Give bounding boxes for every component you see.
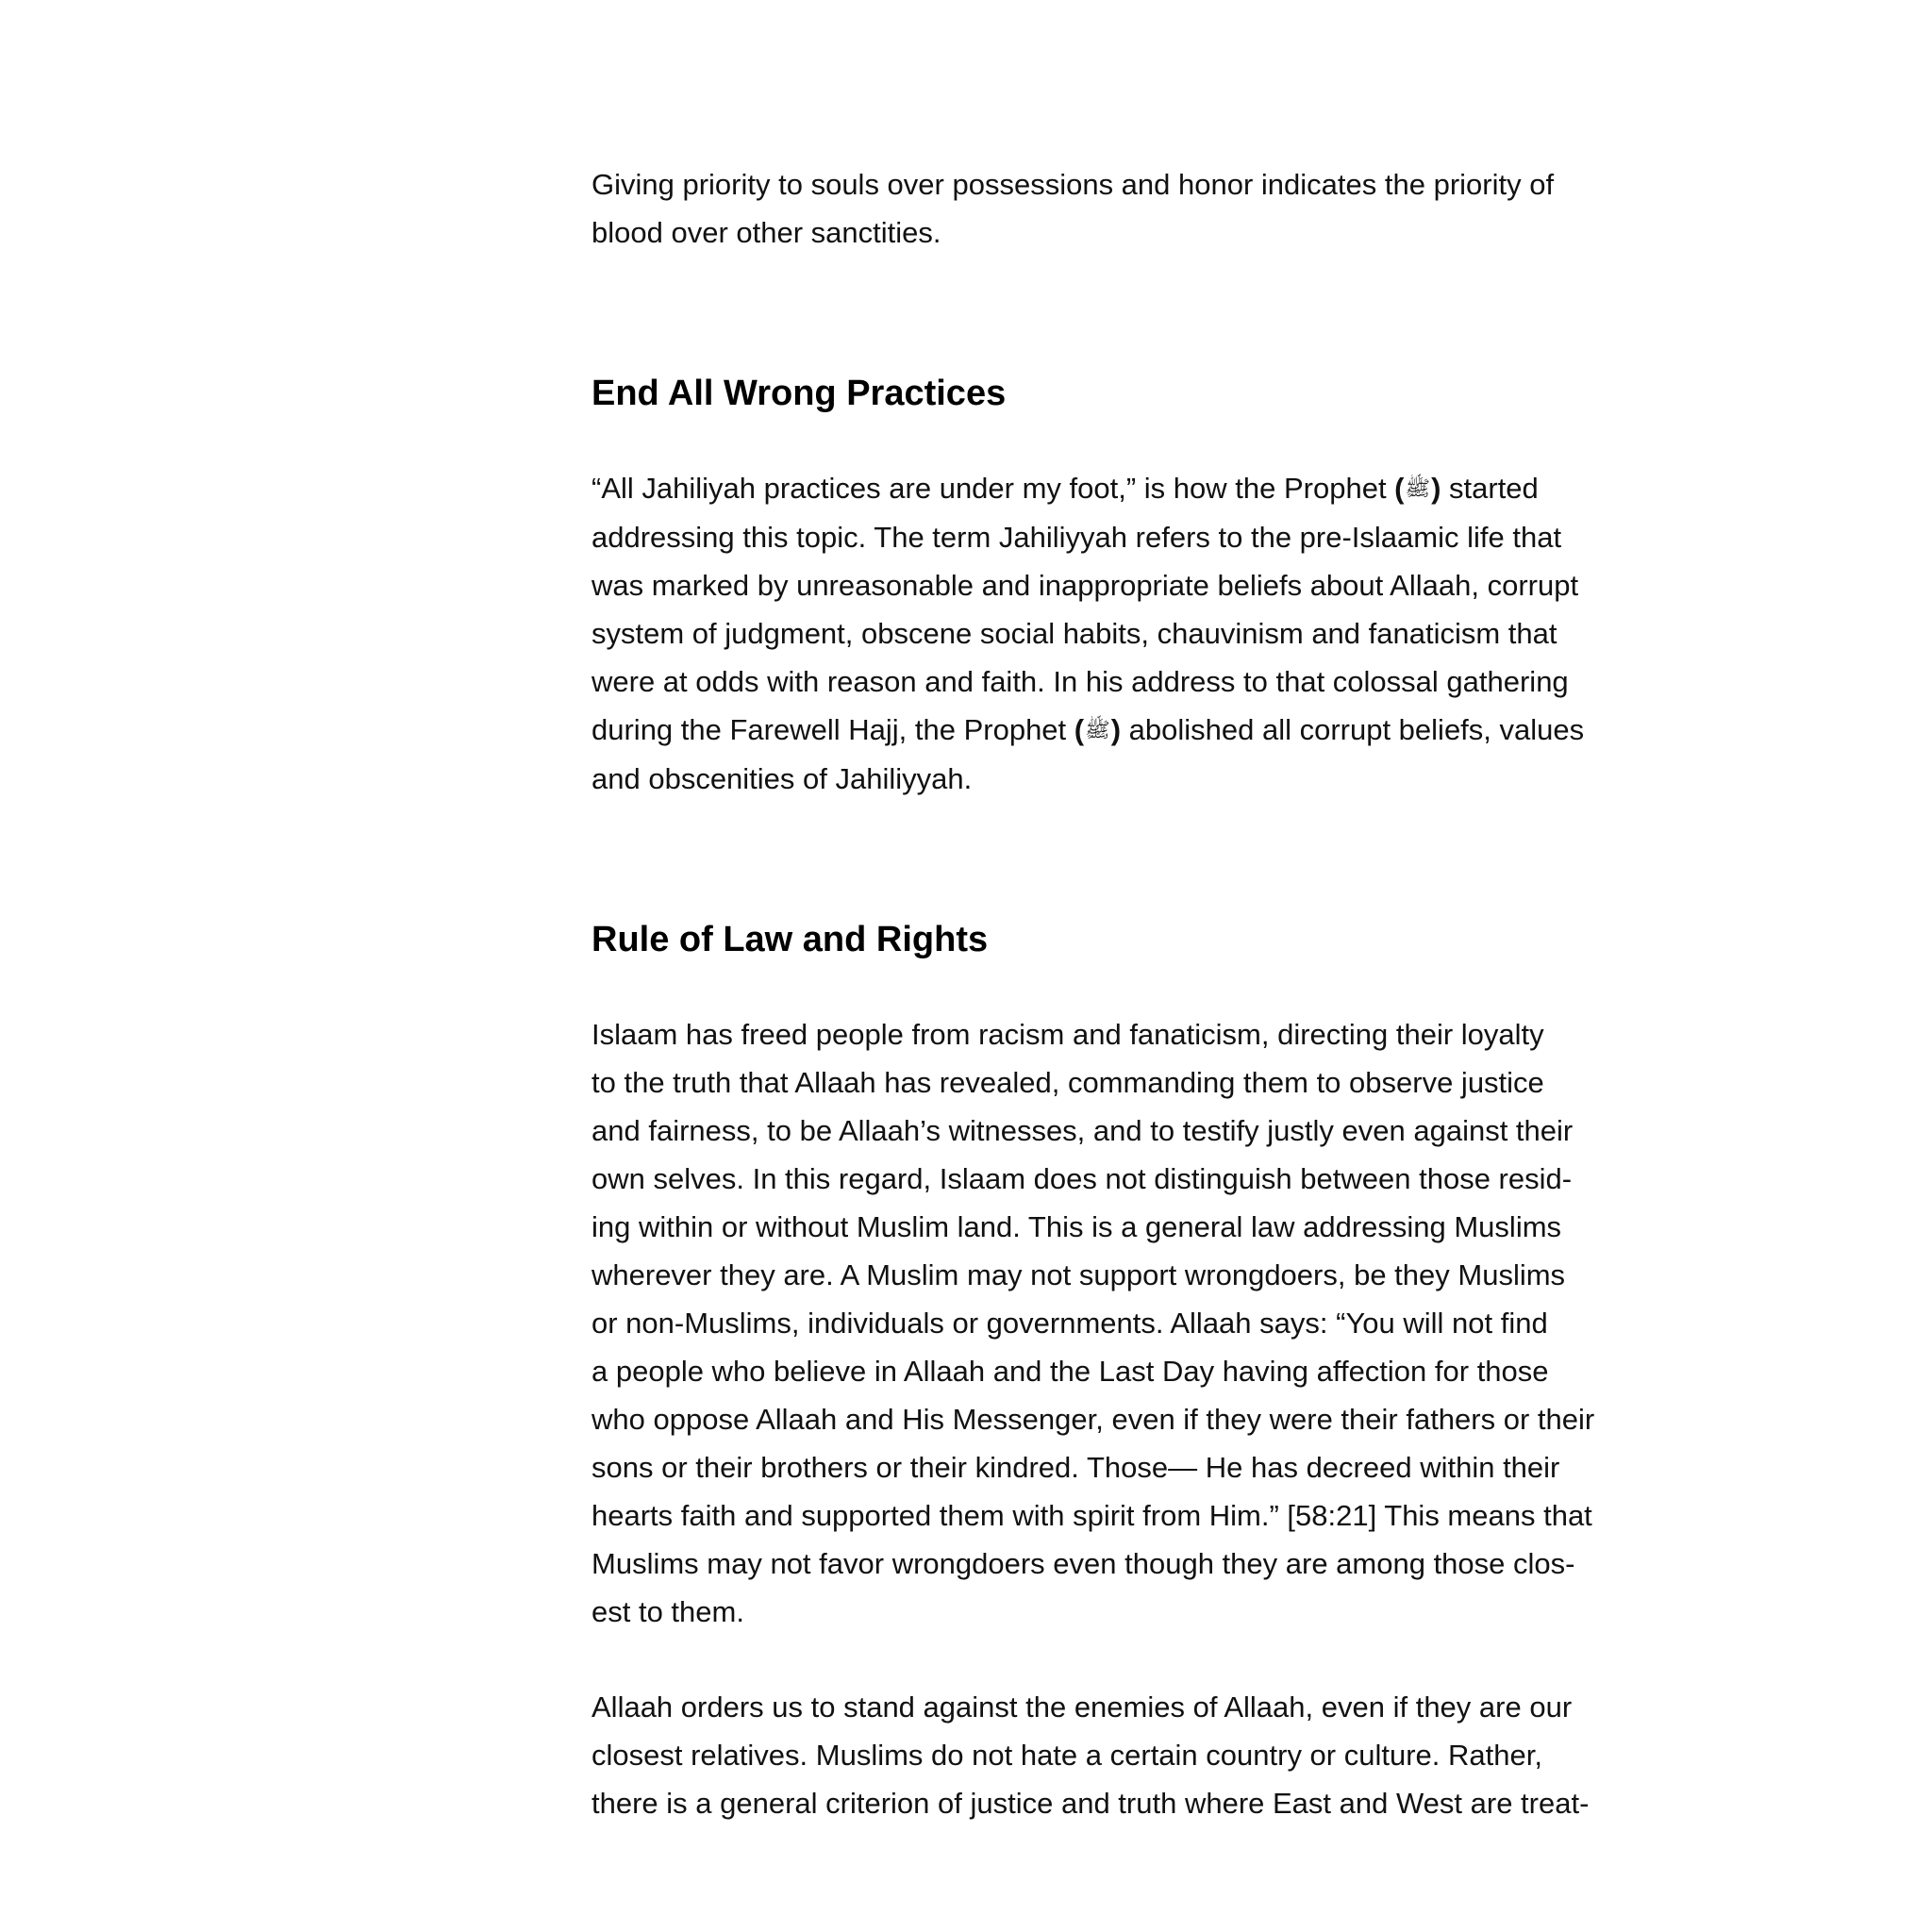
rule-line: Islaam has freed people from racism and fanaticism, directing their loyalty bbox=[591, 1018, 1544, 1051]
rule-line: Muslims may not favor wrongdoers even though they are among those clos- bbox=[591, 1547, 1575, 1580]
enemies-paragraph bbox=[591, 1683, 1667, 1827]
enemies-line: Allaah orders us to stand against the enemies of Allaah, even if they are our bbox=[591, 1690, 1573, 1724]
rule-line: a people who believe in Allaah and the Last Day having affection for those bbox=[591, 1355, 1549, 1388]
rule-line: and fairness, to be Allaah’s witnesses, and to testify justly even against their bbox=[591, 1114, 1574, 1147]
rule-line: ing within or without Muslim land. This is a general law addressing Muslims bbox=[591, 1210, 1562, 1243]
jahiliyyah-line-2: addressing this topic. The term Jahiliyyah refers to the pre-Islaamic life that bbox=[591, 521, 1562, 554]
rule-line: est to them. bbox=[591, 1595, 744, 1628]
enemies-line: there is a general criterion of justice and truth where East and West are treat- bbox=[591, 1787, 1590, 1820]
rule-line: who oppose Allaah and His Messenger, even if they were their fathers or their bbox=[591, 1403, 1595, 1436]
jahiliyyah-line-1: “All Jahiliyah practices are under my foot,” is how the Prophet (ﷺ) started bbox=[591, 464, 1667, 513]
text-column bbox=[591, 160, 1667, 1827]
intro-paragraph bbox=[591, 160, 1667, 257]
rule-line: hearts faith and supported them with spirit from Him.” [58:21] This means that bbox=[591, 1499, 1592, 1532]
jahiliyyah-line-7: and obscenities of Jahiliyyah. bbox=[591, 762, 973, 795]
jahiliyyah-line-5: were at odds with reason and faith. In his address to that colossal gathering bbox=[591, 665, 1569, 698]
jahiliyyah-line-4: system of judgment, obscene social habits, chauvinism and fanaticism that bbox=[591, 617, 1557, 650]
honorific-glyph: ﷺ bbox=[1405, 477, 1431, 501]
intro-line-2: blood over other sanctities. bbox=[591, 216, 941, 249]
section-heading-rule-of-law: Rule of Law and Rights bbox=[591, 920, 989, 959]
jahiliyyah-paragraph bbox=[591, 464, 1667, 803]
rule-line: to the truth that Allaah has revealed, commanding them to observe justice bbox=[591, 1066, 1544, 1099]
enemies-line: closest relatives. Muslims do not hate a certain country or culture. Rather, bbox=[591, 1739, 1542, 1772]
rule-line: sons or their brothers or their kindred. Those— He has decreed within their bbox=[591, 1451, 1560, 1484]
jahiliyyah-line-3: was marked by unreasonable and inappropriate beliefs about Allaah, corrupt bbox=[591, 569, 1579, 602]
rule-line: or non-Muslims, individuals or governments. Allaah says: “You will not find bbox=[591, 1307, 1548, 1340]
rule-line: wherever they are. A Muslim may not support wrongdoers, be they Muslims bbox=[591, 1258, 1566, 1291]
rule-line: own selves. In this regard, Islaam does not distinguish between those resid- bbox=[591, 1162, 1573, 1195]
jahiliyyah-line-6: during the Farewell Hajj, the Prophet (ﷺ) abolished all corrupt beliefs, values bbox=[591, 706, 1667, 755]
rule-of-law-paragraph bbox=[591, 1010, 1667, 1636]
honorific-glyph: ﷺ bbox=[1085, 719, 1110, 742]
section-heading-end-wrong-practices: End All Wrong Practices bbox=[591, 374, 1007, 413]
intro-line-1: Giving priority to souls over possessions and honor indicates the priority of bbox=[591, 168, 1555, 201]
